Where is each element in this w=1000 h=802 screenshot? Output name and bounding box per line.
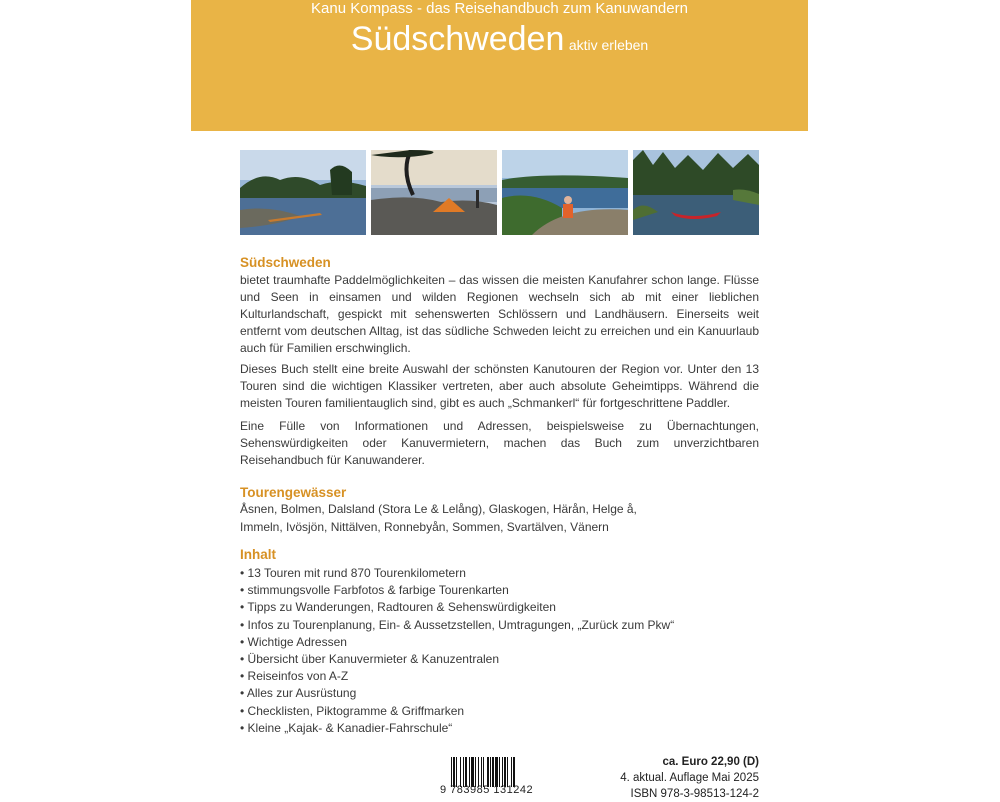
barcode — [451, 757, 553, 787]
intro-paragraph-2: Dieses Buch stellt eine breite Auswahl der schönsten Kanutouren der Region vor. Unter den 13 Touren sind die wichtigen Klassiker vertreten, aber auch absolute Geheimtipps. Während die meisten Touren familientauglich sind, gibt es auch „Schmankerl“ für fortgeschrittene Paddler. — [240, 362, 759, 410]
book-title-suffix: aktiv erleben — [568, 37, 649, 53]
list-item: • Kleine „Kajak- & Kanadier-Fahrschule“ — [240, 720, 453, 735]
edition: 4. aktual. Auflage Mai 2025 — [620, 772, 759, 784]
intro-paragraph-1: bietet traumhafte Paddelmöglichkeiten – das wissen die meisten Kanufahrer schon lange. Flüsse und Seen in einsamen und wilden Regionen wechseln sich ab mit einer lieblichen Kulturlandschaft, gespickt mit sehenswerten Schlössern und Landhäusern. Einerseits weit entfernt vom deutschen Alltag, ist das südliche Schweden leicht zu erreichen und ein Kanuurlaub auch für Familien erschwinglich. — [240, 273, 759, 355]
list-item: • Infos zu Tourenplanung, Ein- & Aussetzstellen, Umtragungen, „Zurück zum Pkw“ — [240, 617, 675, 632]
isbn: ISBN 978-3-98513-124-2 — [630, 788, 759, 800]
waters-line-1: Åsnen, Bolmen, Dalsland (Stora Le & Lelång), Glaskogen, Härån, Helge å, — [240, 502, 637, 516]
list-item: • Tipps zu Wanderungen, Radtouren & Sehenswürdigkeiten — [240, 600, 556, 615]
list-item: • 13 Touren mit rund 870 Tourenkilometern — [240, 566, 466, 580]
contents-list — [240, 565, 759, 737]
price-block — [620, 754, 759, 802]
intro-paragraph-3: Eine Fülle von Informationen und Adressen, beispielsweise zu Übernachtungen, Sehenswürdigkeiten oder Kanuvermietern, machen das Buch zum unverzichtbaren Reisehandbuch für Kanuwanderer. — [240, 419, 759, 467]
tent-lakeshore-photo — [371, 150, 497, 235]
waters-line-2: Immeln, Ivösjön, Nittälven, Ronnebyån, Sommen, Svartälven, Vänern — [240, 520, 609, 534]
series-line — [191, 0, 808, 18]
book-title-line — [191, 20, 808, 59]
list-item: • Checklisten, Piktogramme & Griffmarken — [240, 703, 465, 718]
book-title: Südschweden — [350, 20, 565, 58]
lake-islands-kayak-photo — [240, 150, 366, 235]
contents-heading: Inhalt — [240, 547, 276, 562]
intro-heading: Südschweden — [240, 255, 331, 270]
series-name: Kanu Kompass — [311, 0, 413, 17]
list-item: • Wichtige Adressen — [240, 634, 347, 649]
red-canoe-river-photo — [633, 150, 759, 235]
list-item: • Reiseinfos von A-Z — [240, 669, 349, 684]
paddler-on-rock-photo — [502, 150, 628, 235]
list-item: • stimmungsvolle Farbfotos & farbige Tourenkarten — [240, 583, 509, 598]
barcode-digits: 9 783985 131242 — [440, 784, 534, 796]
list-item: • Übersicht über Kanuvermieter & Kanuzentralen — [240, 652, 500, 667]
list-item: • Alles zur Ausrüstung — [240, 686, 357, 701]
waters-heading: Tourengewässer — [240, 485, 347, 500]
series-subtitle: - das Reisehandbuch zum Kanuwandern — [412, 0, 688, 17]
title-banner — [191, 0, 808, 131]
price: ca. Euro 22,90 (D) — [662, 756, 759, 768]
